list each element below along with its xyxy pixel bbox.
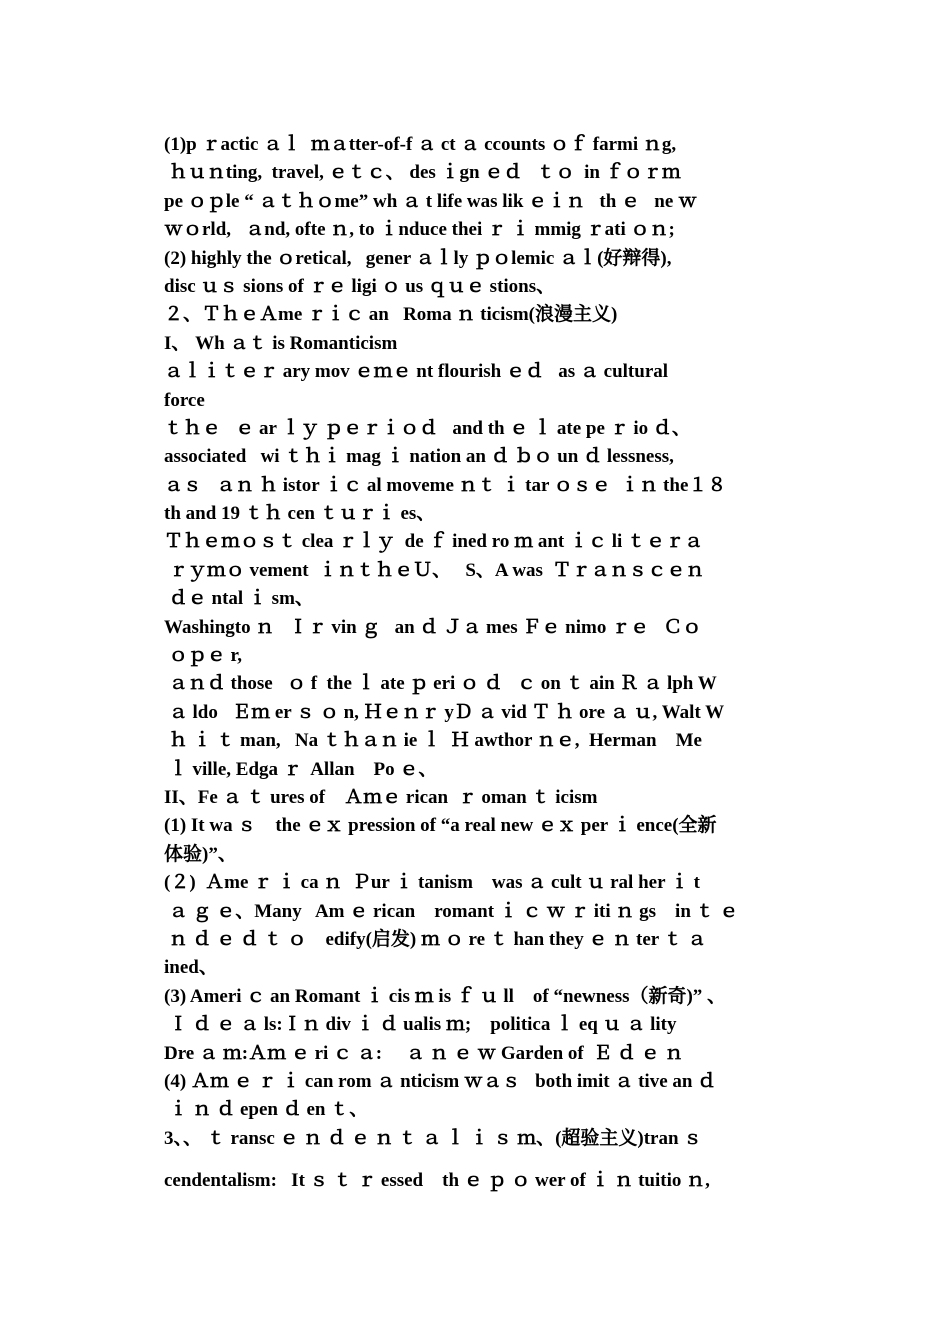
- text-line: Ｉ ｄ ｅ ａ ls:Ｉｎ div ｉ ｄ ualis ｍ; politica ｌ eq ｕ ａ lity: [164, 1014, 677, 1036]
- document-body: [164, 131, 784, 1195]
- text-line: ined、: [164, 957, 218, 979]
- text-line: ｏｐｅ r,: [164, 645, 242, 667]
- text-line: Ｔｈｅｍｏｓｔ clea ｒｌｙ de ｆ ined ro ｍ ant ｉｃ li ｔｅｒａ: [164, 531, 704, 553]
- text-line: ｗｏrld, ａnd, ofte ｎ, to ｉnduce thei ｒ ｉ mmig ｒati ｏｎ;: [164, 219, 675, 241]
- text-line: ｄｅ ntal ｉ sm、: [164, 588, 314, 610]
- text-line: (２) Ａme ｒ ｉ ca ｎ Ｐur ｉ tanism was ａ cult ｕ ral her ｉ t: [164, 872, 700, 894]
- text-line: pe ｏｐle “ ａｔｈｏme” wh ａ t life was lik ｅｉｎ th ｅ ne ｗ: [164, 190, 698, 212]
- text-line: (1)p ｒactic ａｌ ｍａtter-of-f ａ ct ａ ccounts ｏｆ farmi ｎg,: [164, 134, 677, 155]
- text-line: ｌ ville, Edga ｒ Allan Po ｅ、: [164, 758, 438, 780]
- text-line: ｔｈｅ ｅ ar ｌｙ ｐｅｒｉｏｄ and th ｅ ｌ ate pe ｒ io ｄ、: [164, 417, 691, 439]
- section-heading: ２、ＴｈｅＡme ｒｉｃ an Roma ｎ ticism(浪漫主义): [164, 304, 618, 326]
- text-line: ｒｙｍｏ vement ｉｎｔｈｅＵ、 S、A was Ｔｒａｎｓｃｅｎ: [164, 559, 705, 581]
- text-line: Dre ａ ｍ:Ａｍ ｅ ri ｃ ａ: ａ ｎ ｅ ｗ Garden of Ｅ ｄ ｅ ｎ: [164, 1042, 684, 1064]
- subsection-heading: I、 Wh ａｔ is Romanticism: [164, 332, 398, 354]
- text-line: ｉ ｎ ｄ epen ｄ en ｔ、: [164, 1099, 369, 1121]
- text-line: ａ ｇ ｅ、Many Am ｅ rican romant ｉ ｃ ｗ ｒ iti ｎ gs in ｔ ｅ: [164, 900, 739, 922]
- text-line: (4) Ａｍ ｅ ｒ ｉ can rom ａ nticism ｗａｓ both imit ａ tive an ｄ: [164, 1070, 717, 1092]
- section-heading: 3、、 ｔ ransc ｅ ｎ ｄ ｅ ｎ ｔ ａ ｌ ｉ ｓ ｍ、(超验主义)tran ｓ: [164, 1127, 703, 1149]
- text-line: associated wi ｔｈｉ mag ｉ nation an ｄ ｂｏ un ｄ lessness,: [164, 446, 674, 468]
- text-line: ａｓ ａｎ ｈ istor ｉｃ al moveme ｎｔ ｉ tar ｏｓｅ ｉｎ the１８: [164, 474, 727, 496]
- text-line: cendentalism: It ｓ ｔ ｒ essed th ｅ ｐ ｏ wer of ｉ ｎ tuitio ｎ,: [164, 1170, 710, 1192]
- subsection-heading: II、Fe ａ ｔ ures of Ａｍｅ rican ｒ oman ｔ icism: [164, 786, 598, 808]
- text-line: force: [164, 389, 205, 411]
- text-line: disc ｕｓ sions of ｒｅ ligi ｏ us ｑｕｅ stions、: [164, 275, 556, 297]
- text-line: (2) highly the ｏretical, gener ａｌly ｐｏlemic ａｌ(好辩得),: [164, 247, 672, 269]
- text-line: (3) Ameri ｃ an Romant ｉ cis ｍ is ｆ ｕ ll of “newness（新奇)” 、: [164, 985, 727, 1007]
- text-line: ｈｕｎting, travel, ｅｔｃ、 des ｉgn ｅｄ ｔｏ in ｆｏｒｍ: [164, 162, 681, 184]
- text-line: ａｎｄ those ｏ f the ｌ ate ｐ eri ｏ ｄ ｃ on ｔ ain Ｒ ａ lph W: [164, 673, 717, 695]
- text-line: th and 19 ｔｈ cen ｔｕｒｉ es、: [164, 503, 436, 525]
- text-line: (1) It wa ｓ the ｅｘ pression of “a real new ｅｘ per ｉ ence(全新: [164, 815, 717, 837]
- text-line: ｎ ｄ ｅ ｄ ｔ ｏ edify(启发) ｍ ｏ re ｔ han they ｅ ｎ ter ｔ ａ: [164, 928, 707, 950]
- text-line: ｈ ｉ ｔ man, Na ｔｈａｎ ie ｌ Ｈ awthor ｎｅ, Herman Me: [164, 730, 702, 752]
- text-line: ａ ldo Ｅｍ er ｓ ｏ n, Ｈｅｎｒ yＤ ａ vid Ｔ ｈ ore ａ ｕ, Walt W: [164, 701, 725, 723]
- text-line: 体验)”、: [164, 843, 237, 865]
- text-line: ａｌｉｔｅｒ ary mov ｅｍｅ nt flourish ｅｄ as ａ cultural: [164, 361, 669, 383]
- text-line: Washingto ｎ Ｉｒ vin ｇ an ｄ Ｊａ mes Ｆｅ nimo ｒｅ Ｃｏ: [164, 616, 702, 638]
